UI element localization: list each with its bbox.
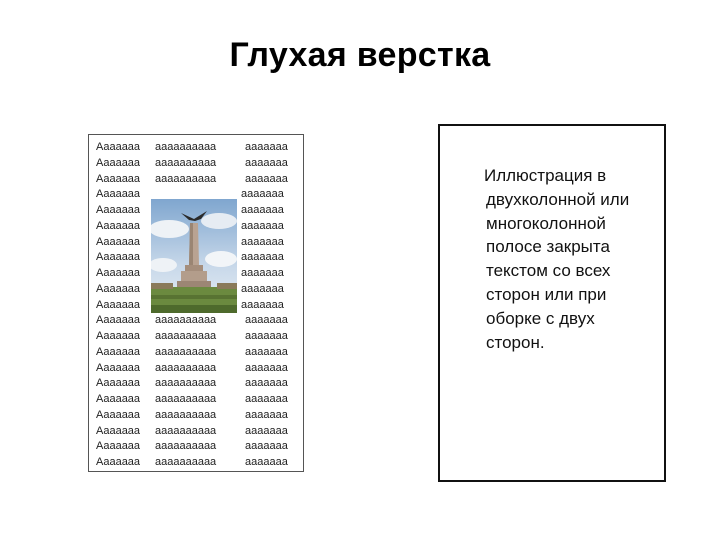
dummy-text-line: aaaaaaa — [241, 204, 284, 216]
dummy-text-line: Aaaaaaa — [96, 282, 141, 295]
description-text — [486, 164, 664, 354]
dummy-text-line: aaaaaaa — [245, 440, 288, 453]
dummy-text-line: aaaaaaa — [241, 298, 284, 311]
dummy-text-line: aaaaaaa — [241, 282, 284, 295]
dummy-text-line: Aaaaaaa — [96, 456, 141, 468]
dummy-text-line: aaaaaaa — [241, 235, 284, 248]
dummy-text-line: aaaaaaaaaa — [155, 440, 217, 453]
dummy-text-line: aaaaaaaaaa — [155, 456, 217, 468]
description-line: оборке с двух — [486, 308, 595, 328]
dummy-text-line: aaaaaaa — [245, 314, 288, 327]
dummy-text-line: aaaaaaa — [245, 330, 288, 342]
dummy-text-line: aaaaaaaaaa — [155, 141, 217, 153]
dummy-text-line: Aaaaaaa — [96, 188, 141, 201]
dummy-text-line: Aaaaaaa — [96, 377, 141, 390]
dummy-text-line: Aaaaaaa — [96, 408, 141, 421]
dummy-text-line: aaaaaaa — [241, 251, 284, 264]
description-line: многоколонной — [486, 213, 606, 233]
dummy-text-line: aaaaaaa — [245, 424, 288, 437]
description-line: полосе закрыта — [486, 237, 610, 257]
dummy-text-line: Aaaaaaa — [96, 219, 141, 232]
dummy-text-line: aaaaaaaaaa — [155, 424, 217, 437]
description-line: Иллюстрация в — [484, 166, 607, 185]
dummy-text-line: Aaaaaaa — [96, 235, 141, 248]
description-line: двухколонной или — [486, 189, 630, 209]
dummy-text-line: Aaaaaaa — [96, 314, 141, 327]
dummy-text-line: Aaaaaaa — [96, 424, 141, 437]
dummy-text-line: Aaaaaaa — [96, 440, 141, 453]
dummy-text-line: Aaaaaaa — [96, 298, 141, 311]
monument-image — [151, 199, 237, 313]
dummy-text-line: Aaaaaaa — [96, 330, 141, 342]
dummy-text-line: aaaaaaaaaa — [155, 361, 217, 374]
dummy-text-line: aaaaaaaaaa — [155, 330, 217, 342]
dummy-text-line: aaaaaaa — [245, 408, 288, 421]
dummy-text-line: aaaaaaa — [245, 456, 288, 468]
dummy-text-line: aaaaaaa — [245, 156, 288, 169]
dummy-text-line: Aaaaaaa — [96, 141, 141, 153]
dummy-text-line: aaaaaaa — [241, 267, 284, 279]
dummy-text-line: aaaaaaaaaa — [155, 345, 217, 358]
dummy-text-line: aaaaaaaaaa — [155, 408, 217, 421]
dummy-text-line: Aaaaaaa — [96, 345, 141, 358]
dummy-text-line: aaaaaaa — [245, 361, 288, 374]
dummy-text-line: aaaaaaa — [245, 345, 288, 358]
dummy-text-line: aaaaaaa — [245, 393, 288, 405]
right-text-column — [241, 140, 288, 471]
dummy-text-line: Aaaaaaa — [96, 393, 141, 405]
slide-title: Глухая верстка — [229, 36, 491, 74]
left-text-column — [96, 140, 140, 471]
dummy-text-line: Aaaaaaa — [96, 267, 141, 279]
dummy-text-line: aaaaaaa — [245, 377, 288, 390]
dummy-text-line: Aaaaaaa — [96, 251, 141, 264]
description-line: текстом со всех — [486, 261, 611, 281]
description-box — [438, 124, 666, 482]
dummy-text-line: aaaaaaaaaa — [155, 393, 217, 405]
dummy-text-line: aaaaaaaaaa — [155, 377, 217, 390]
description-line: сторон. — [486, 332, 545, 352]
dummy-text-line: aaaaaaaaaa — [155, 156, 217, 169]
sample-page-layout — [88, 134, 304, 472]
dummy-text-line: Aaaaaaa — [96, 361, 141, 374]
description-line: сторон или при — [486, 284, 607, 304]
dummy-text-line: Aaaaaaa — [96, 204, 141, 216]
dummy-text-line: aaaaaaaaaa — [155, 172, 217, 185]
monument-photo — [151, 199, 237, 313]
dummy-text-line: aaaaaaa — [245, 141, 288, 153]
dummy-text-line: aaaaaaa — [241, 188, 284, 201]
dummy-text-line: aaaaaaa — [245, 172, 288, 185]
dummy-text-line: aaaaaaa — [241, 219, 284, 232]
dummy-text-line: aaaaaaaaaa — [155, 314, 217, 327]
dummy-text-line: Aaaaaaa — [96, 172, 141, 185]
dummy-text-line: Aaaaaaa — [96, 156, 141, 169]
